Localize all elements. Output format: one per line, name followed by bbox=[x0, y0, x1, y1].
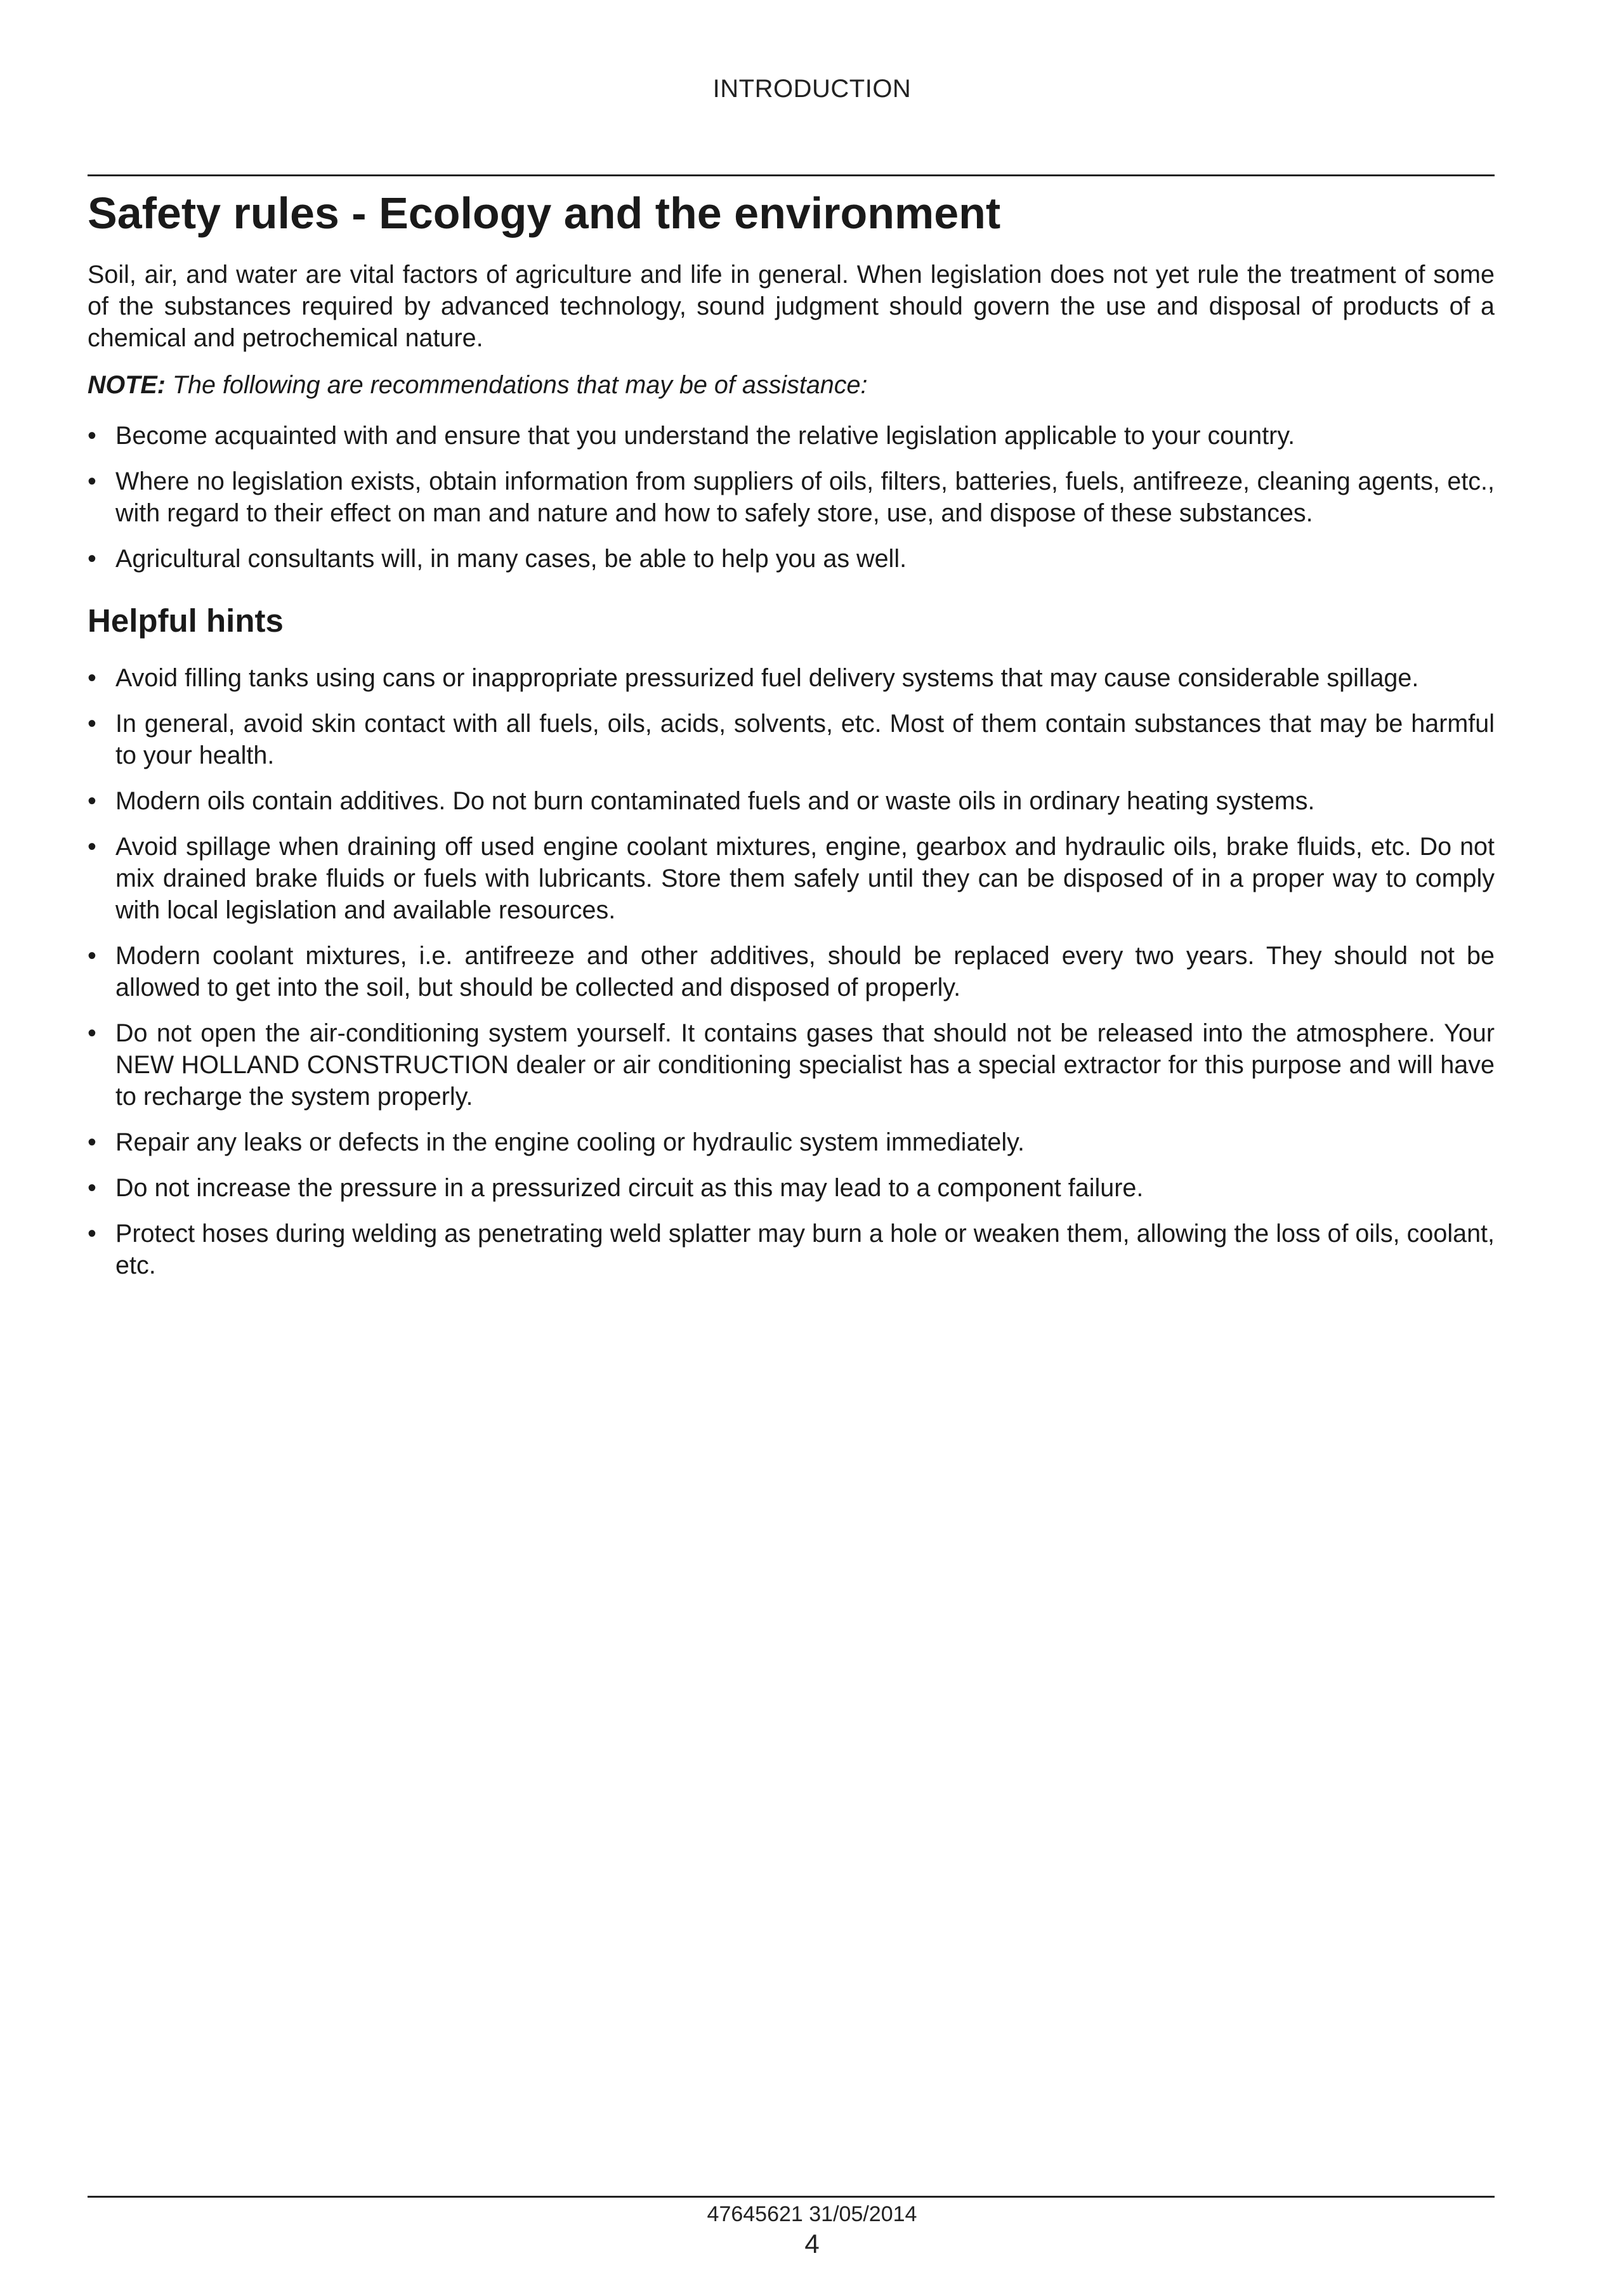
list-item-text: Become acquainted with and ensure that you understand the relative legislation applicable to your country. bbox=[115, 422, 1295, 450]
bullet-icon: • bbox=[88, 545, 96, 573]
bullet-icon: • bbox=[88, 1128, 96, 1156]
list-item-text: Modern coolant mixtures, i.e. antifreeze and other additives, should be replaced every two years. They should not be allowed to get into the soil, but should be collected and disposed of properly. bbox=[115, 942, 1495, 1001]
list-item bbox=[88, 420, 1495, 452]
header-divider bbox=[88, 174, 1495, 176]
intro-paragraph: Soil, air, and water are vital factors of agriculture and life in general. When legislation does not yet rule the treatment of some of the substances required by advanced technology, sound judgment should govern the use and disposal of products of a chemical and petrochemical nature. bbox=[88, 261, 1495, 352]
list-item-text: Avoid filling tanks using cans or inappropriate pressurized fuel delivery systems that may cause considerable spillage. bbox=[115, 664, 1419, 692]
bullet-icon: • bbox=[88, 833, 96, 861]
bullet-icon: • bbox=[88, 664, 96, 692]
list-item-text: Avoid spillage when draining off used engine coolant mixtures, engine, gearbox and hydraulic oils, brake fluids, etc. Do not mix drained brake fluids or fuels with lubricants. Store them safely until they can be disposed of in a proper way to comply with local legislation and available resources. bbox=[115, 833, 1495, 924]
list-item-text: Where no legislation exists, obtain information from suppliers of oils, filters, batteries, fuels, antifreeze, cleaning agents, etc., with regard to their effect on man and nature and how to safely store, use, and dispose of these substances. bbox=[115, 467, 1495, 527]
list-item bbox=[88, 1017, 1495, 1112]
list-item bbox=[88, 1218, 1495, 1281]
bullet-icon: • bbox=[88, 422, 96, 450]
recommendations-list bbox=[88, 420, 1495, 575]
bullet-icon: • bbox=[88, 1220, 96, 1248]
list-item-text: Agricultural consultants will, in many cases, be able to help you as well. bbox=[115, 545, 907, 573]
list-item bbox=[88, 1126, 1495, 1158]
list-item bbox=[88, 785, 1495, 817]
list-item bbox=[88, 662, 1495, 694]
list-item bbox=[88, 708, 1495, 771]
list-item-text: Do not increase the pressure in a pressurized circuit as this may lead to a component failure. bbox=[115, 1174, 1144, 1202]
note-label: NOTE: bbox=[88, 371, 166, 399]
bullet-icon: • bbox=[88, 942, 96, 970]
footer-divider bbox=[88, 2196, 1495, 2198]
list-item-text: In general, avoid skin contact with all fuels, oils, acids, solvents, etc. Most of them contain substances that may be harmful to your health. bbox=[115, 710, 1495, 769]
main-content bbox=[88, 179, 1495, 1295]
note-paragraph bbox=[88, 369, 1495, 401]
list-item-text: Modern oils contain additives. Do not burn contaminated fuels and or waste oils in ordinary heating systems. bbox=[115, 787, 1315, 815]
list-item-text: Protect hoses during welding as penetrating weld splatter may burn a hole or weaken them, allowing the loss of oils, coolant, etc. bbox=[115, 1220, 1495, 1279]
list-item bbox=[88, 466, 1495, 529]
page-number: 4 bbox=[804, 2229, 820, 2259]
bullet-icon: • bbox=[88, 467, 96, 495]
bullet-icon: • bbox=[88, 710, 96, 738]
list-item-text: Do not open the air-conditioning system yourself. It contains gases that should not be released into the atmosphere. Your NEW HOLLAND CONSTRUCTION dealer or air conditioning specialist has a special extractor for this purpose and will have to recharge the system properly. bbox=[115, 1019, 1495, 1111]
bullet-icon: • bbox=[88, 1019, 96, 1047]
section-title: Safety rules - Ecology and the environment bbox=[88, 188, 1001, 238]
list-item bbox=[88, 831, 1495, 926]
footer-document-id: 47645621 31/05/2014 bbox=[707, 2202, 917, 2226]
list-item bbox=[88, 543, 1495, 575]
list-item bbox=[88, 940, 1495, 1003]
bullet-icon: • bbox=[88, 787, 96, 815]
bullet-icon: • bbox=[88, 1174, 96, 1202]
helpful-hints-title: Helpful hints bbox=[88, 603, 284, 639]
running-header: INTRODUCTION bbox=[712, 75, 912, 103]
list-item bbox=[88, 1172, 1495, 1204]
list-item-text: Repair any leaks or defects in the engine cooling or hydraulic system immediately. bbox=[115, 1128, 1025, 1156]
note-text: The following are recommendations that may be of assistance: bbox=[165, 371, 868, 399]
helpful-hints-list bbox=[88, 662, 1495, 1281]
